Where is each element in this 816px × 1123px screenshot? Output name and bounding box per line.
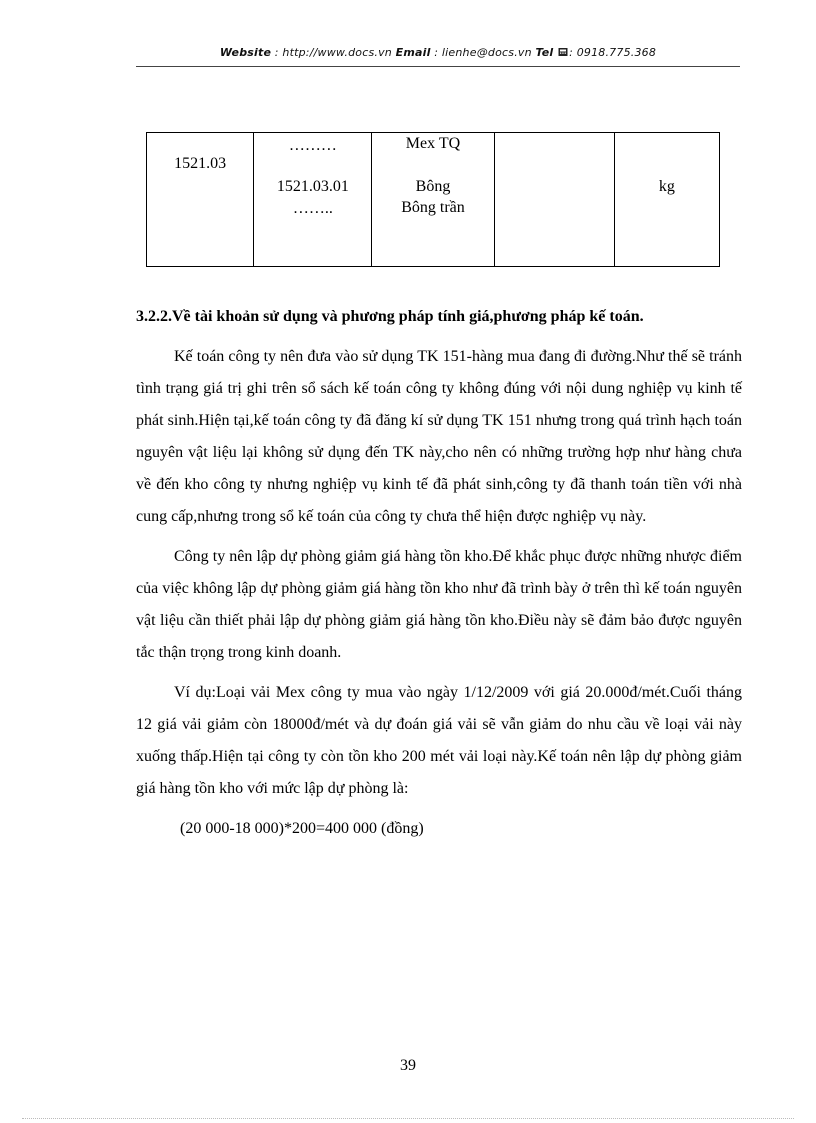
table-row <box>147 133 720 267</box>
table-cell-subaccount <box>254 133 372 267</box>
material-mex: Mex TQ <box>405 135 461 152</box>
paragraph-example: Ví dụ:Loại vải Mex công ty mua vào ngày 1/12/2009 với giá 20.000đ/mét.Cuối tháng 12 giá vải giảm còn 18000đ/mét và dự đoán giá vải sẽ vẫn giảm do nhu cầu về loại vải này xuống thấp.Hiện tại công ty còn tồn kho 200 mét vải loại này.Kế toán nên lập dự phòng giảm giá hàng tồn kho với mức lập dự phòng là: <box>136 684 742 797</box>
material-bong: Bông <box>415 178 451 195</box>
unit-kg: kg <box>658 178 675 195</box>
phone-icon <box>558 47 568 60</box>
table-cell-account <box>147 133 254 267</box>
subaccount-code: 1521.03.01 <box>276 178 349 195</box>
subaccount-ellipsis-top: ……… <box>288 137 337 154</box>
tel-value: : 0918.775.368 <box>569 46 657 59</box>
document-body <box>136 301 742 845</box>
material-bong-tran: Bông trần <box>401 199 465 216</box>
table-cell-empty <box>494 133 614 267</box>
section-heading: 3.2.2.Về tài khoản sử dụng và phương pháp tính giá,phương pháp kế toán. <box>136 308 644 325</box>
table-cell-unit <box>614 133 719 267</box>
paragraph-tk151: Kế toán công ty nên đưa vào sử dụng TK 151-hàng mua đang đi đường.Như thế sẽ tránh tình trạng giá trị ghi trên sổ sách kế toán công ty không đúng với nội dung nghiệp vụ kinh tế phát sinh.Hiện tại,kế toán công ty đã đăng kí sử dụng TK 151 nhưng trong quá trình hạch toán nguyên vật liệu lại không sử dụng đến TK này,cho nên có những trường hợp như hàng chưa về đến kho công ty nhưng nghiệp vụ kinh tế đã phát sinh,công ty đã thanh toán tiền với nhà cung cấp,nhưng trong sổ kế toán của công ty chưa thể hiện được nghiệp vụ này. <box>136 348 742 525</box>
header-divider <box>136 66 740 67</box>
account-code: 1521.03 <box>174 155 227 172</box>
page-number: 39 <box>400 1057 416 1074</box>
email-value: : lienhe@docs.vn <box>430 46 536 59</box>
paragraph-provision: Công ty nên lập dự phòng giảm giá hàng tồn kho.Để khắc phục được những nhược điểm của việc không lập dự phòng giảm giá hàng tồn kho như đã trình bày ở trên thì kế toán nguyên vật liệu cần thiết phải lập dự phòng giảm giá hàng tồn kho.Điều này sẽ đảm bảo được nguyên tắc thận trọng trong kinh doanh. <box>136 548 742 661</box>
table-cell-material <box>372 133 494 267</box>
footer-divider <box>22 1118 794 1119</box>
tel-label: Tel <box>535 46 554 59</box>
email-label: Email <box>395 46 431 59</box>
subaccount-ellipsis-bottom: …….. <box>292 200 333 217</box>
website-label: Website <box>219 46 272 59</box>
website-value: : http://www.docs.vn <box>271 46 396 59</box>
material-table <box>146 132 720 267</box>
provision-formula: (20 000-18 000)*200=400 000 (đồng) <box>180 820 424 837</box>
page-header <box>136 46 740 60</box>
